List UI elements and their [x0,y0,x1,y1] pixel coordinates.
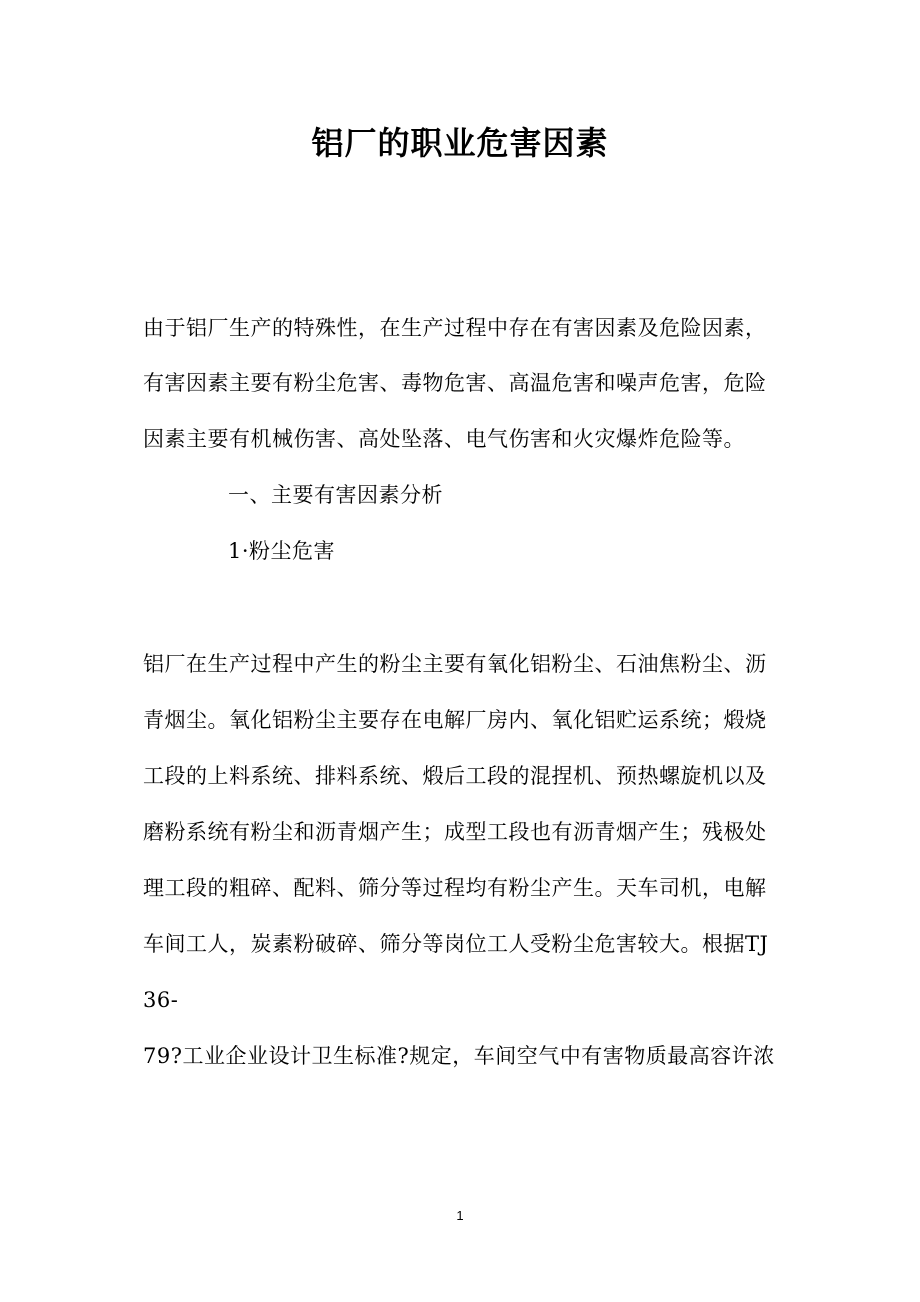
paragraph-line: 青烟尘。氧化铝粉尘主要存在电解厂房内、氧化铝贮运系统；煅烧 [143,708,767,732]
subsection-heading: 1·粉尘危害 [228,539,336,563]
paragraph-line: 由于铝厂生产的特殊性，在生产过程中存在有害因素及危险因素， [143,316,767,340]
paragraph-line: 因素主要有机械伤害、高处坠落、电气伤害和火灾爆炸危险等。 [143,427,745,451]
section-heading: 一、主要有害因素分析 [228,483,443,507]
paragraph-line: 磨粉系统有粉尘和沥青烟产生；成型工段也有沥青烟产生；残极处 [143,820,767,844]
paragraph-line: 79?工业企业设计卫生标准?规定，车间空气中有害物质最高容许浓 [143,1044,775,1068]
paragraph-line: 36- [143,988,179,1012]
paragraph-line: 有害因素主要有粉尘危害、毒物危害、高温危害和噪声危害，危险 [143,371,767,395]
page-number: 1 [456,1208,464,1223]
paragraph-line: 车间工人，炭素粉破碎、筛分等岗位工人受粉尘危害较大。根据TJ [143,932,769,956]
paragraph-line: 理工段的粗碎、配料、筛分等过程均有粉尘产生。天车司机，电解 [143,876,767,900]
document-title: 铝厂的职业危害因素 [311,124,609,162]
paragraph-line: 工段的上料系统、排料系统、煅后工段的混捏机、预热螺旋机以及 [143,764,767,788]
paragraph-line: 铝厂在生产过程中产生的粉尘主要有氧化铝粉尘、石油焦粉尘、沥 [143,652,767,676]
